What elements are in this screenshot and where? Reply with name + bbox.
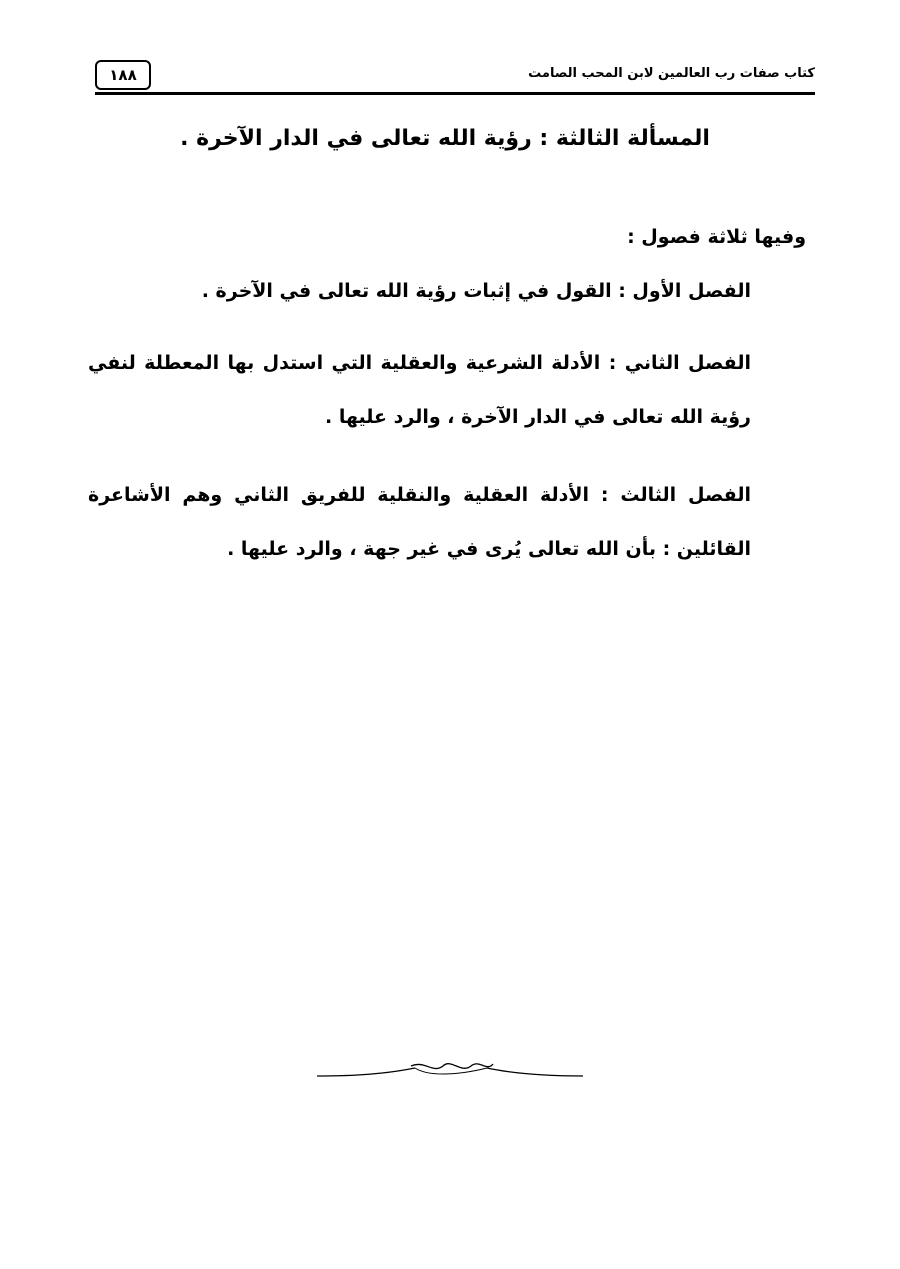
header-rule: [95, 92, 815, 95]
flourish-divider-icon: [315, 1050, 585, 1090]
section-1: الفصل الأول : القول في إثبات رؤية الله تعالى في الآخرة .: [201, 280, 751, 302]
body-text: [88, 226, 806, 600]
running-header: [95, 60, 815, 94]
chapter-heading: المسألة الثالثة : رؤية الله تعالى في الدار الآخرة .: [180, 126, 710, 151]
book-title: كتاب صفات رب العالمين لابن المحب الصامت: [528, 66, 815, 81]
section-2: الفصل الثاني : الأدلة الشرعية والعقلية التي استدل بها المعطلة لنفي رؤية الله تعالى في الدار الآخرة ، والرد عليها .: [88, 352, 751, 428]
page-number-box: [95, 60, 151, 90]
page-number: ١٨٨: [109, 66, 137, 84]
section-3: الفصل الثالث : الأدلة العقلية والنقلية للفريق الثاني وهم الأشاعرة القائلين : بأن الله تعالى يُرى في غير جهة ، والرد عليها .: [88, 484, 751, 560]
intro-line: وفيها ثلاثة فصول :: [627, 226, 806, 248]
